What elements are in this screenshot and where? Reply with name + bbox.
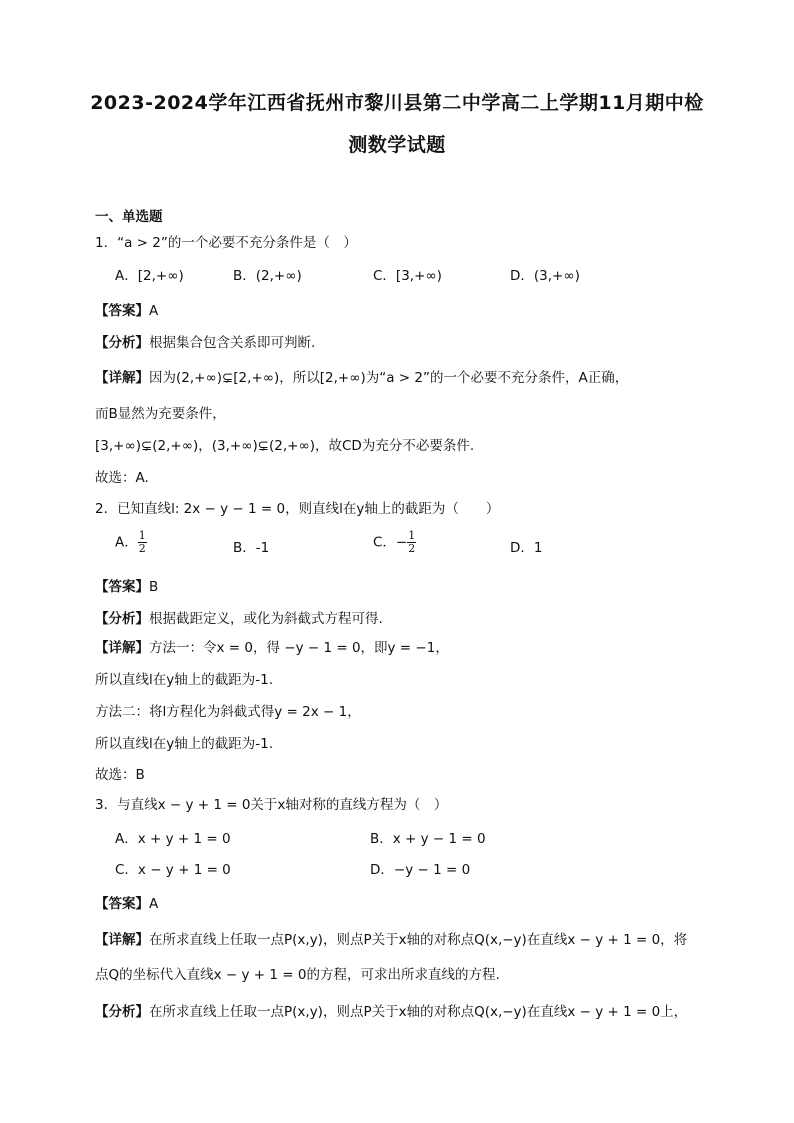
q3-answer-value: A — [149, 896, 159, 912]
q2-option-c — [373, 530, 416, 555]
q2-option-a-fraction — [138, 530, 147, 555]
q3-option-d: D．−y − 1 = 0 — [370, 862, 471, 878]
fraction-numerator: 1 — [408, 529, 416, 542]
q3-detail — [95, 928, 687, 948]
q2-option-d: D．1 — [510, 540, 543, 556]
q2-option-a-label: A． — [115, 534, 138, 551]
q3-analysis-text: 在所求直线上任取一点P(x,y)，则点P关于x轴的对称点Q(x,−y)在直线x − y + 1 = 0上， — [149, 1004, 688, 1020]
q2-detail-line-3: 方法二：将l方程化为斜截式得y = 2x − 1， — [95, 704, 361, 720]
q1-answer — [95, 299, 158, 319]
q1-option-a: A．[2,+∞) — [115, 268, 184, 284]
q1-option-b: B．(2,+∞) — [233, 268, 302, 284]
q2-choice: 故选：B — [95, 767, 145, 783]
section-heading: 一、单选题 — [95, 209, 163, 225]
answer-tag: 【答案】 — [95, 303, 149, 319]
fraction-denominator: 2 — [138, 542, 146, 555]
q1-analysis-text: 根据集合包含关系即可判断. — [149, 335, 316, 351]
q2-option-c-fraction — [407, 530, 416, 555]
q2-option-a — [115, 530, 147, 555]
q1-analysis — [95, 331, 315, 351]
q3-answer — [95, 892, 158, 912]
detail-tag: 【详解】 — [95, 932, 149, 948]
detail-tag: 【详解】 — [95, 640, 149, 656]
q2-detail-text-1: 方法一：令x = 0，得 −y − 1 = 0，即y = −1， — [149, 640, 449, 656]
q1-option-d: D．(3,+∞) — [510, 268, 580, 284]
q1-detail-line-2: 而B显然为充要条件， — [95, 406, 226, 422]
q3-option-a: A．x + y + 1 = 0 — [115, 831, 231, 847]
q2-detail — [95, 636, 449, 656]
analysis-tag: 【分析】 — [95, 335, 149, 351]
q2-stem: 2．已知直线l: 2x − y − 1 = 0，则直线l在y轴上的截距为（ ） — [95, 501, 500, 517]
q3-option-c: C．x − y + 1 = 0 — [115, 862, 231, 878]
document-title-line1: 2023-2024学年江西省抚州市黎川县第二中学高二上学期11月期中检 — [90, 92, 704, 114]
q2-analysis-text: 根据截距定义，或化为斜截式方程可得. — [149, 611, 383, 627]
q1-answer-value: A — [149, 303, 159, 319]
q3-detail-text-1: 在所求直线上任取一点P(x,y)，则点P关于x轴的对称点Q(x,−y)在直线x − y + 1 = 0，将 — [149, 932, 688, 948]
q1-detail-text-1: 因为(2,+∞)⊊[2,+∞)，所以[2,+∞)为“a > 2”的一个必要不充分条件，A正确， — [149, 370, 629, 386]
q3-detail-line-2: 点Q的坐标代入直线x − y + 1 = 0的方程，可求出所求直线的方程. — [95, 967, 500, 983]
detail-tag: 【详解】 — [95, 370, 149, 386]
answer-tag: 【答案】 — [95, 896, 149, 912]
q2-analysis — [95, 607, 383, 627]
q1-detail — [95, 366, 628, 386]
q1-stem: 1．“a > 2”的一个必要不充分条件是（ ） — [95, 235, 357, 251]
q1-choice: 故选：A. — [95, 470, 149, 486]
q2-option-b: B．-1 — [233, 540, 270, 556]
q2-detail-line-2: 所以直线l在y轴上的截距为-1. — [95, 672, 273, 688]
q3-analysis — [95, 1000, 687, 1020]
fraction-numerator: 1 — [138, 529, 146, 542]
analysis-tag: 【分析】 — [95, 611, 149, 627]
analysis-tag: 【分析】 — [95, 1004, 149, 1020]
q1-detail-line-3: [3,+∞)⊊(2,+∞)，(3,+∞)⊊(2,+∞)，故CD为充分不必要条件. — [95, 438, 475, 454]
q3-stem: 3．与直线x − y + 1 = 0关于x轴对称的直线方程为（ ） — [95, 797, 448, 813]
q2-detail-line-4: 所以直线l在y轴上的截距为-1. — [95, 736, 273, 752]
q2-answer-value: B — [149, 579, 159, 595]
fraction-denominator: 2 — [408, 542, 416, 555]
q2-answer — [95, 575, 158, 595]
document-title-line2: 测数学试题 — [348, 134, 446, 156]
q1-option-c: C．[3,+∞) — [373, 268, 442, 284]
q3-option-b: B．x + y − 1 = 0 — [370, 831, 486, 847]
q2-option-c-label: C．− — [373, 534, 408, 551]
answer-tag: 【答案】 — [95, 579, 149, 595]
